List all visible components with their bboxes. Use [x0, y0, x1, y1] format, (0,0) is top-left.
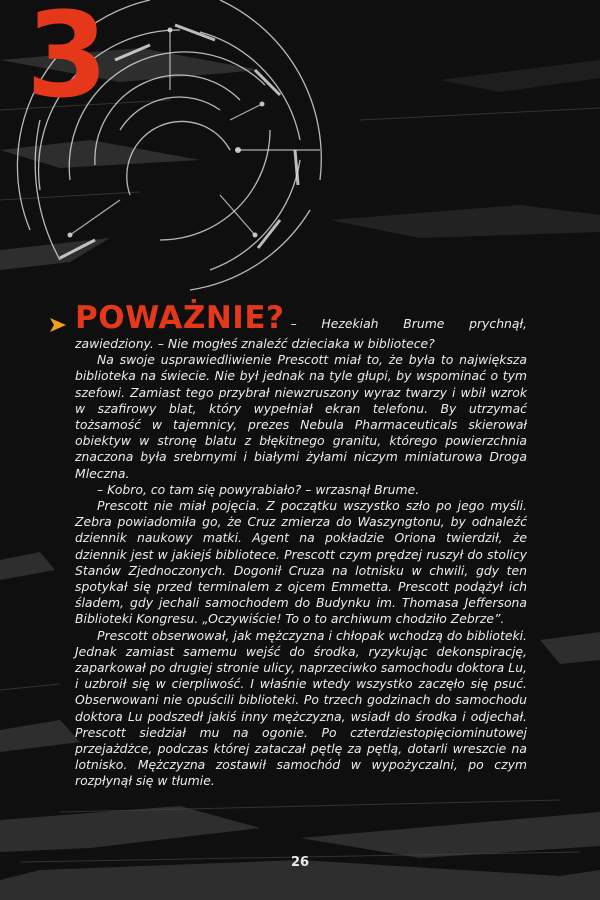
chapter-body — [75, 300, 527, 790]
paragraph-text: – Hezekiah Brume prychnął, zawiedziony. – Nie mogłeś znaleźć dzieciaka w bibliotece? — [75, 316, 527, 351]
paragraph: Na swoje usprawiedliwienie Prescott miał to, że była to największa biblioteka na świecie. Nie był jednak na tyle głupi, by wspominać o tym szefowi. Zamiast tego przybrał niewzruszony wyraz twarzy i wbił wzrok w szafirowy blat, który wypełniał ekran telefonu. By utrzymać tożsamość w tajemnicy, prezes Nebula Pharmaceuticals skierował obiektyw w stronę blatu z błękitnego granitu, którego powierzchnia znaczona była srebrnymi i białymi żyłami niczym miniaturowa Droga Mleczna. — [75, 352, 527, 481]
chapter-number: 3 — [26, 0, 107, 124]
paragraph: Prescott obserwował, jak mężczyzna i chłopak wchodzą do biblioteki. Jednak zamiast samemu wejść do środka, ryzykując dekonspirację, zaparkował po drugiej stronie ulicy, naprzeciwko samochodu doktora Lu, i uzbroił się w cierpliwość. I właśnie wtedy wszystko zaczęło się psuć. Obserwowani nie opuścili biblioteki. Po trzech godzinach do samochodu doktora Lu podszedł jakiś inny mężczyzna, wsiadł do środka i odjechał. Prescott siedział mu na ogonie. Po czterdziestopięciominutowej przejażdżce, podczas której zataczał pętlę za pętlą, dotarli wreszcie na lotnisko. Mężczyzna zostawił samochód w wypożyczalni, po czym rozpłynął się w tłumie. — [75, 627, 527, 789]
paragraph: Prescott nie miał pojęcia. Z początku wszystko szło po jego myśli. Zebra powiadomiła go, że Cruz zmierza do Waszyngtonu, by odnaleźć dziennik naukowy matki. Agent na pokładzie Oriona twierdził, że dziennik jest w jakiejś bibliotece. Prescott czym prędzej ruszył do stolicy Stanów Zjednoczonych. Dogonił Cruza na lotnisku w chwili, gdy ten spotykał się przed terminalem z ojcem Emmetta. Prescott podążył ich śladem, gdy jechali samochodem do Budynku im. Thomasa Jeffersona Biblioteki Kongresu. „Oczywiście! To o to archiwum chodziło Zebrze”. — [75, 498, 527, 627]
chapter-headline: POWAŻNIE? — [75, 300, 285, 336]
opening-paragraph — [75, 300, 527, 352]
arrow-bullet-icon — [48, 316, 68, 334]
paragraph: – Kobro, co tam się powyrabiało? – wrzasnął Brume. — [97, 481, 420, 497]
page-number: 26 — [290, 855, 310, 870]
